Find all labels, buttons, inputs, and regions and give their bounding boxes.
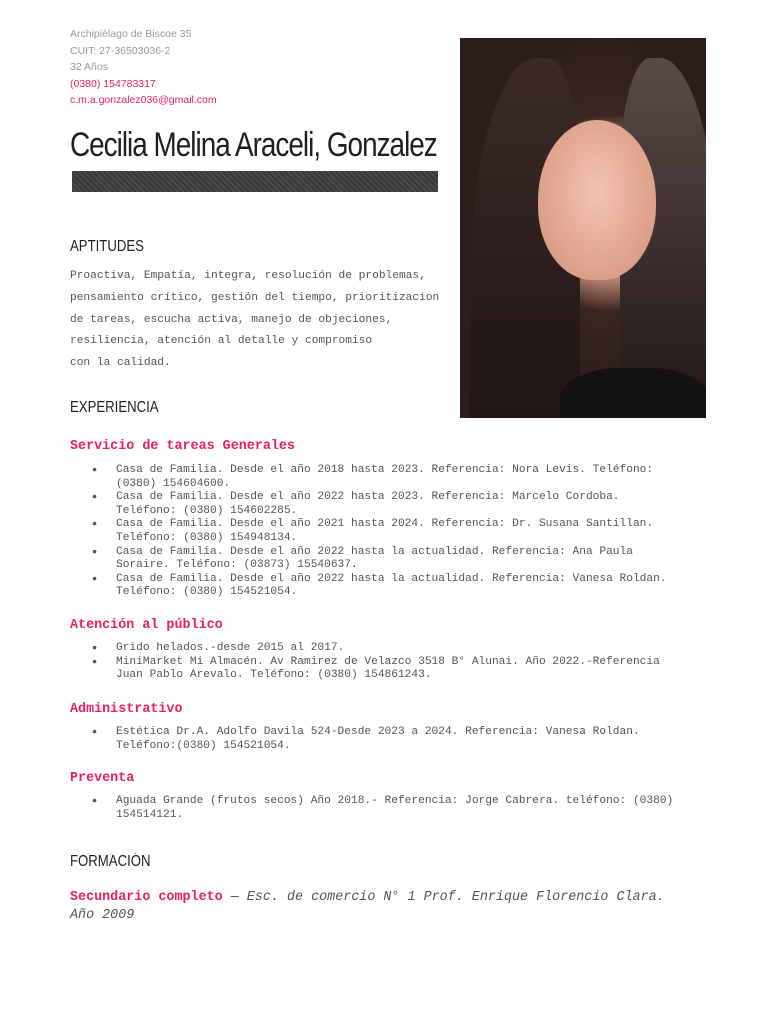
list-item: ● Casa de Familia. Desde el año 2018 hasta 2023. Referencia: Nora Levis. Teléfono: (0380) 154604600. [70,464,680,491]
aptitudes-line: pensamiento crítico, gestión del tiempo, prioritizacion [70,291,440,304]
institution-name: Esc. de comercio N° 1 Prof. Enrique Florencio Clara. Año 2009 [70,890,665,923]
list-item: ● Estética Dr.A. Adolfo Davila 524-Desde 2023 a 2024. Referencia: Vanesa Roldan. Teléfono:(0380) 154521054. [70,726,680,753]
job-title-administrativo: Administrativo [70,702,183,717]
list-item: ● Casa de Familia. Desde el año 2022 hasta la actualidad. Referencia: Vanesa Roldan. Teléfono: (0380) 154521054. [70,573,680,600]
contact-block [70,26,217,109]
job-list-atencion [70,642,680,683]
aptitudes-line: con la calidad. [70,357,171,370]
aptitudes-heading: APTITUDES [70,238,144,255]
job-title-atencion: Atención al público [70,618,223,633]
formacion-entry [70,889,670,925]
list-item: ● Casa de Familia. Desde el año 2021 hasta 2024. Referencia: Dr. Susana Santillan. Teléfono: (0380) 154948134. [70,518,680,545]
email-link[interactable]: c.m.a.gonzalez036@gmail.com [70,94,217,106]
aptitudes-line: resiliencia, atención al detalle y compromiso [70,335,373,348]
list-item: ● Aguada Grande (frutos secos) Año 2018.- Referencia: Jorge Cabrera. teléfono: (0380) 154514121. [70,795,680,822]
job-list-administrativo [70,726,680,753]
candidate-name: Cecilia Melina Araceli, Gonzalez [70,126,437,164]
job-title-preventa: Preventa [70,771,135,786]
experiencia-heading: EXPERIENCIA [70,399,159,416]
photo-face [538,120,656,280]
formacion-separator: — [222,890,247,905]
aptitudes-line: Proactiva, Empatía, integra, resolución de problemas, [70,270,426,282]
address: Archipiélago de Biscoe 35 [70,28,192,40]
list-item: ● Casa de Familia. Desde el año 2022 hasta la actualidad. Referencia: Ana Paula Soraire. Teléfono: (03873) 15540637. [70,546,680,573]
profile-photo [460,38,706,418]
list-item: ● Grido helados.-desde 2015 al 2017. [70,642,680,656]
job-list-preventa [70,795,680,822]
degree-name: Secundario completo [70,890,223,905]
job-list-servicio [70,464,680,600]
photo-shoulder [560,368,706,418]
list-item: ● Casa de Familia. Desde el año 2022 hasta 2023. Referencia: Marcelo Cordoba. Teléfono: (0380) 154602285. [70,491,680,518]
cuit: CUIT: 27-36503036-2 [70,44,171,57]
name-underline-bar [72,171,438,192]
aptitudes-line: de tareas, escucha activa, manejo de objeciones, [70,313,393,326]
formacion-heading: FORMACIÓN [70,853,151,870]
aptitudes-text [70,266,455,375]
job-title-servicio: Servicio de tareas Generales [70,439,295,454]
age: 32 Años [70,61,108,73]
list-item: ● MiniMarket Mi Almacén. Av Ramirez de Velazco 3518 B° Alunai. Año 2022.-Referencia Juan Pablo Arevalo. Teléfono: (0380) 154861243. [70,656,680,683]
phone-link[interactable]: (0380) 154783317 [70,77,156,90]
